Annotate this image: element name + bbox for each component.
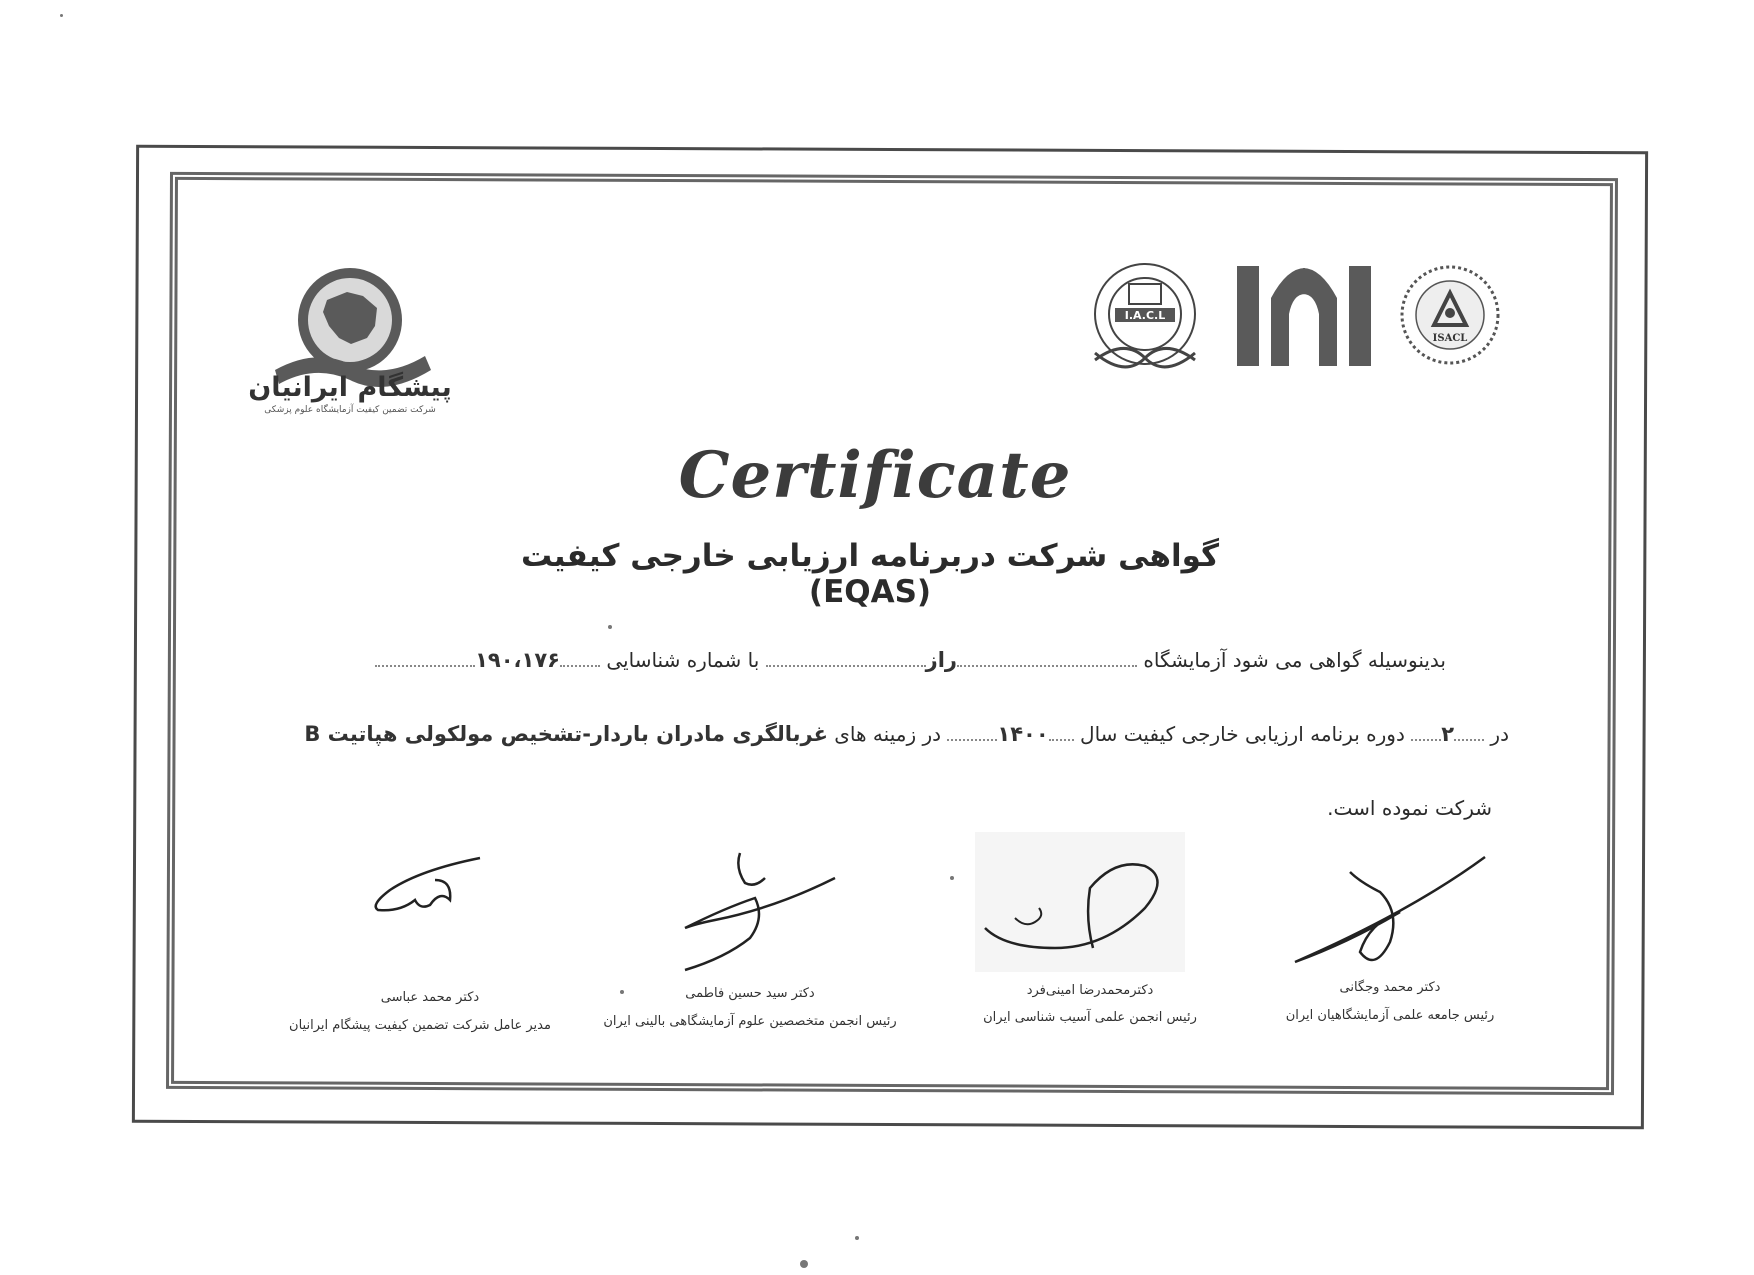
lab-id-number: ۱۹۰،۱۷۶: [475, 648, 560, 672]
signatory-name-fatemi: دکتر سید حسین فاطمی: [685, 986, 815, 1001]
line1-prefix: بدینوسیله گواهی می شود آزمایشگاه: [1143, 648, 1446, 672]
scan-speck: [855, 1236, 859, 1240]
year-blank: [1049, 739, 1074, 741]
program-fields: غربالگری مادران باردار-تشخیص مولکولی هپاتیت B: [304, 722, 828, 746]
rounds-blank-end: [1411, 739, 1441, 741]
certificate-subtitle: گواهی شرکت دربرنامه ارزیابی خارجی کیفیت (EQAS): [520, 538, 1220, 610]
line-closing: شرکت نموده است.: [1327, 796, 1492, 820]
line2-prefix: در: [1490, 722, 1509, 746]
line2-mid2: در زمینه های: [834, 722, 942, 746]
iaba-logo: [1237, 258, 1372, 378]
isacl-logo: [1390, 255, 1510, 375]
scan-speck: [800, 1260, 808, 1268]
rounds-blank: [1454, 739, 1484, 741]
lab-name: راز: [925, 648, 958, 672]
iacl-logo: [1085, 258, 1205, 378]
signature-aminifard: [975, 848, 1175, 958]
signatory-title-aminifard: رئیس انجمن علمی آسیب شناسی ایران: [983, 1010, 1197, 1025]
signatory-title-vojgani: رئیس جامعه علمی آزمایشگاهیان ایران: [1285, 1008, 1495, 1023]
signature-abbasi: [360, 850, 490, 930]
signature-fatemi: [665, 848, 845, 978]
line-lab-identification: [375, 648, 1446, 672]
year-blank-end: [947, 739, 997, 741]
signatory-name-vojgani: دکتر محمد وجگانی: [1339, 980, 1441, 995]
program-year: ۱۴۰۰: [997, 722, 1049, 746]
signatory-title-fatemi: رئیس انجمن متخصصین علوم آزمایشگاهی بالینی ایران: [603, 1014, 897, 1029]
signatory-name-abbasi: دکتر محمد عباسی: [380, 990, 480, 1005]
line2-mid1: دوره برنامه ارزیابی خارجی کیفیت سال: [1080, 722, 1405, 746]
lab-name-blank-end: [766, 665, 926, 667]
scan-speck: [60, 14, 63, 17]
signature-vojgani: [1290, 852, 1490, 972]
line-program-details: [304, 722, 1509, 746]
id-number-blank: [560, 665, 600, 667]
signatory-name-aminifard: دکترمحمدرضا امینی‌فرد: [1026, 983, 1154, 998]
pishgam-logo-subtitle: شرکت تضمین کیفیت آزمایشگاه علوم پزشکی: [264, 405, 436, 415]
iacl-abbr: I.A.C.L: [1124, 309, 1166, 322]
rounds-count: ۲: [1441, 722, 1455, 746]
certificate-title: Certificate: [678, 438, 1072, 513]
isacl-abbr: ISACL: [1432, 333, 1468, 344]
id-number-blank-end: [375, 665, 475, 667]
line1-mid: با شماره شناسایی: [606, 648, 760, 672]
signatory-title-abbasi: مدیر عامل شرکت تضمین کیفیت پیشگام ایرانیان: [289, 1018, 551, 1033]
pishgam-logo-name: پیشگام ایرانیان: [248, 372, 452, 403]
lab-name-blank: [957, 665, 1137, 667]
